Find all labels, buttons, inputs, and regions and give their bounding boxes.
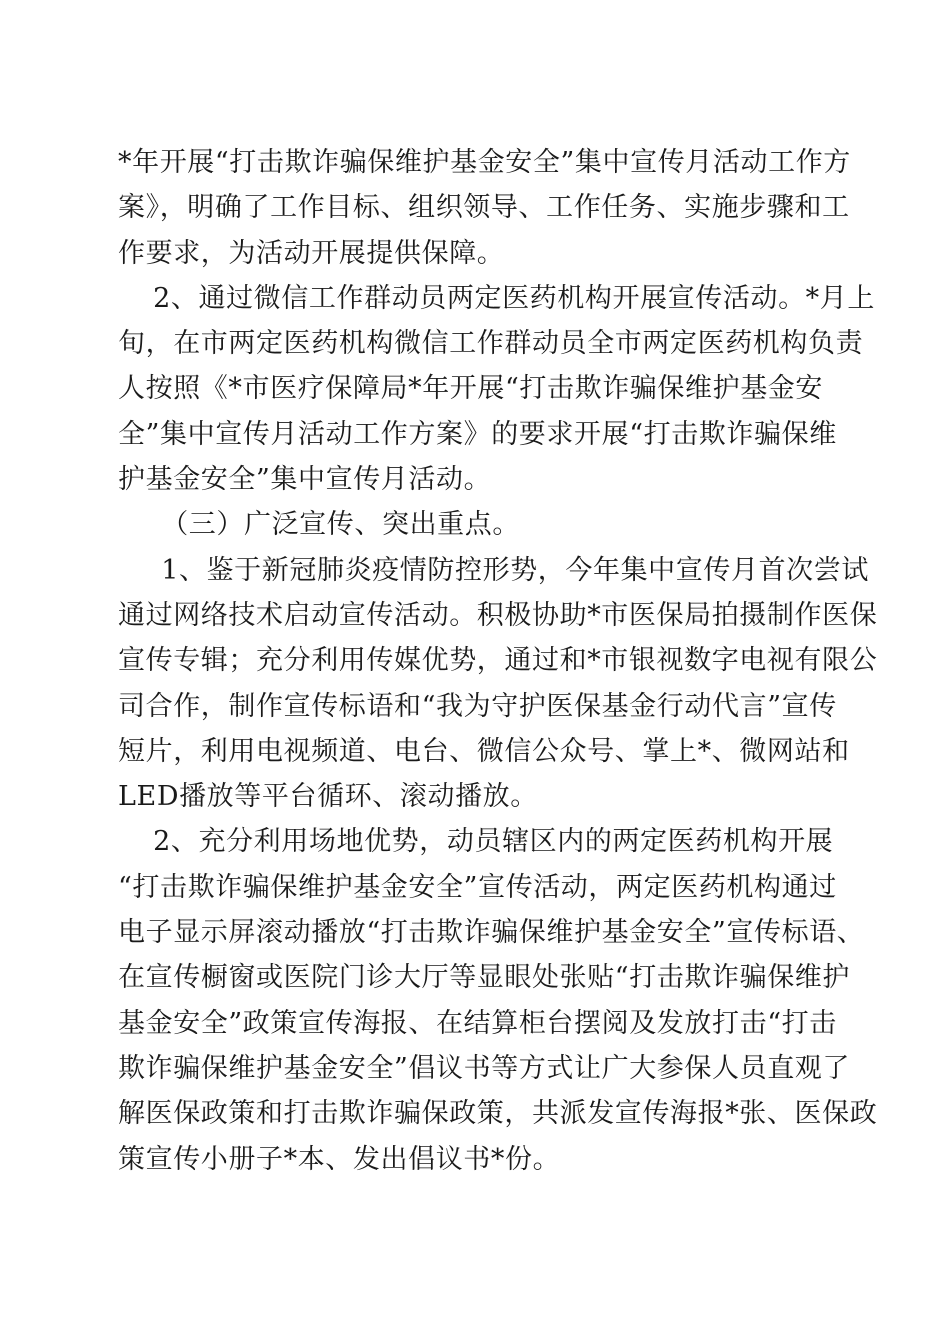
section-heading — [118, 502, 830, 547]
text-line: 护基金安全”集中宣传月活动。 — [118, 464, 492, 496]
text-line: 通过网络技术启动宣传活动。积极协助*市医保局拍摄制作医保 — [118, 599, 878, 631]
section-heading-text: （三）广泛宣传、突出重点。 — [161, 509, 520, 541]
document-body — [118, 140, 878, 1182]
text-line: 司合作，制作宣传标语和“我为守护医保基金行动代言”宣传 — [118, 690, 837, 722]
text-line: 在宣传橱窗或医院门诊大厅等显眼处张贴“打击欺诈骗保维护 — [118, 962, 851, 994]
text-line: 欺诈骗保维护基金安全”倡议书等方式让广大参保人员直观了 — [118, 1052, 851, 1084]
text-line: 电子显示屏滚动播放“打击欺诈骗保维护基金安全”宣传标语、 — [118, 917, 865, 949]
text-line: 策宣传小册子*本、发出倡议书*份。 — [118, 1143, 561, 1175]
text-line: 基金安全”政策宣传海报、在结算柜台摆阅及发放打击“打击 — [118, 1007, 837, 1039]
text-line: 2、充分利用场地优势，动员辖区内的两定医药机构开展 — [153, 826, 834, 858]
text-line: 案》，明确了工作目标、组织领导、工作任务、实施步骤和工 — [118, 192, 850, 224]
text-line: 解医保政策和打击欺诈骗保政策，共派发宣传海报*张、医保政 — [118, 1098, 878, 1130]
text-line: 短片，利用电视频道、电台、微信公众号、掌上*、微网站和 — [118, 735, 850, 767]
paragraph-online-publicity — [118, 548, 878, 820]
text-line: “打击欺诈骗保维护基金安全”宣传活动，两定医药机构通过 — [118, 871, 837, 903]
text-line: 旬，在市两定医药机构微信工作群动员全市两定医药机构负责 — [118, 328, 864, 360]
paragraph-wechat-mobilization — [118, 276, 875, 502]
text-line: *年开展“打击欺诈骗保维护基金安全”集中宣传月活动工作方 — [118, 147, 851, 178]
text-line: 1、鉴于新冠肺炎疫情防控形势，今年集中宣传月首次尝试 — [161, 554, 869, 586]
text-line: 作要求，为活动开展提供保障。 — [118, 237, 505, 269]
text-line: 2、通过微信工作群动员两定医药机构开展宣传活动。*月上 — [153, 282, 875, 314]
paragraph-venue-publicity — [118, 819, 878, 1181]
paragraph-plan-continuation — [118, 140, 851, 276]
text-line: 全”集中宣传月活动工作方案》的要求开展“打击欺诈骗保维 — [118, 418, 837, 450]
text-line: 宣传专辑；充分利用传媒优势，通过和*市银视数字电视有限公 — [118, 645, 878, 677]
text-line: 人按照《*市医疗保障局*年开展“打击欺诈骗保维护基金安 — [118, 373, 824, 405]
text-line: LED播放等平台循环、滚动播放。 — [118, 781, 538, 813]
